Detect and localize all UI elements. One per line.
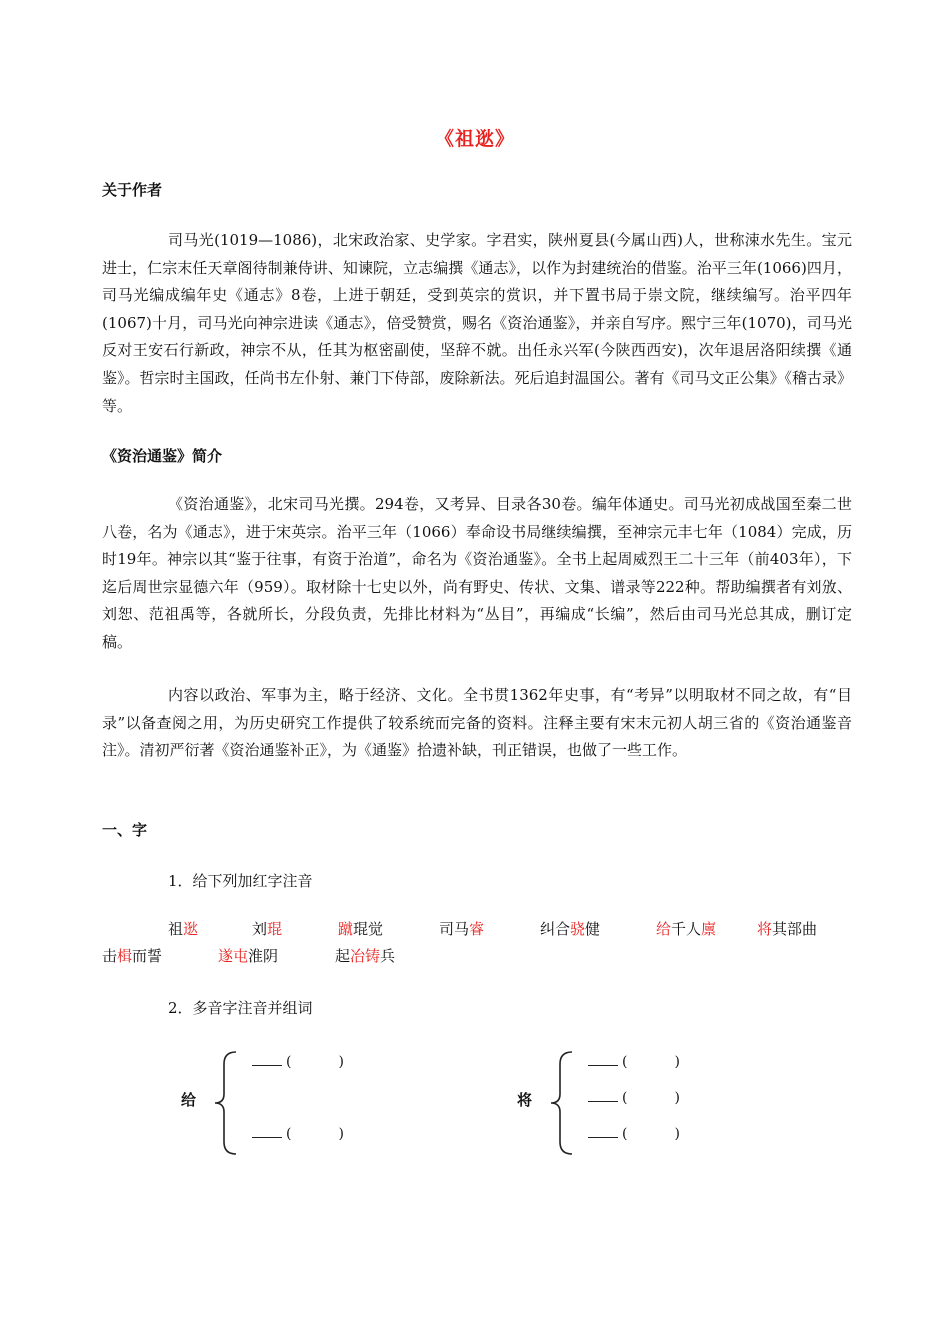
word-item: 起冶铸兵	[335, 947, 396, 965]
question-1: 1．给下列加红字注音	[168, 872, 313, 890]
answer-slot[interactable]: ( )	[588, 1090, 680, 1106]
heading-characters: 一、字	[102, 821, 148, 839]
left-brace-icon	[212, 1050, 240, 1156]
polyphone-char-left: 给	[181, 1091, 197, 1109]
word-item: 刘琨	[252, 920, 283, 938]
heading-book-intro: 《资治通鉴》简介	[102, 447, 223, 465]
page-title: 《祖逖》	[434, 128, 515, 150]
answer-slot[interactable]: ( )	[252, 1054, 344, 1070]
word-item: 遂屯淮阴	[218, 947, 279, 965]
question-2: 2．多音字注音并组词	[168, 999, 313, 1017]
word-item: 司马睿	[439, 920, 485, 938]
word-item: 击楫而誓	[102, 947, 163, 965]
word-item: 纠合骁健	[540, 920, 601, 938]
word-item: 将其部曲	[757, 920, 818, 938]
author-paragraph: 司马光(1019—1086)，北宋政治家、史学家。字君实，陕州夏县(今属山西)人，世称涑水先生。宝元进士，仁宗末任天章阁待制兼侍讲、知谏院，立志编撰《通志》，以作为封建统治的借鉴。治平三年(1066)四月，司马光编成编年史《通志》8卷，上进于朝廷，受到英宗的赏识，并下置书局于崇文院，继续编写。治平四年(1067)十月，司马光向神宗进读《通志》，倍受赞赏，赐名《资治通鉴》，并亲自写序。熙宁三年(1070)，司马光反对王安石行新政，神宗不从，任其为枢密副使，坚辞不就。出任永兴军(今陕西西安)，次年退居洛阳续撰《通鉴》。哲宗时主国政，任尚书左仆射、兼门下侍部，废除新法。死后追封温国公。著有《司马文正公集》《稽古录》等。	[102, 231, 853, 415]
answer-slot[interactable]: ( )	[588, 1054, 680, 1070]
polyphone-char-right: 将	[517, 1091, 533, 1109]
book-paragraph-1: 《资治通鉴》，北宋司马光撰。294卷，又考异、目录各30卷。编年体通史。司马光初成战国至秦二世八卷，名为《通志》，进于宋英宗。治平三年（1066）奉命设书局继续编撰，至神宗元丰七年（1084）完成，历时19年。神宗以其“鉴于往事，有资于治道”，命名为《资治通鉴》。全书上起周威烈王二十三年（前403年），下迄后周世宗显德六年（959）。取材除十七史以外，尚有野史、传状、文集、谱录等222种。帮助编撰者有刘攽、刘恕、范祖禹等，各就所长，分段负责，先排比材料为“丛目”，再编成“长编”，然后由司马光总其成，删订定稿。	[102, 495, 852, 651]
heading-about-author: 关于作者	[102, 181, 163, 199]
right-brace-icon	[548, 1050, 576, 1156]
word-item: 祖逖	[168, 920, 199, 938]
answer-slot[interactable]: ( )	[252, 1126, 344, 1142]
word-item: 给千人廪	[656, 920, 717, 938]
word-item: 蹴琨觉	[338, 920, 384, 938]
answer-slot[interactable]: ( )	[588, 1126, 680, 1142]
book-paragraph-2: 内容以政治、军事为主，略于经济、文化。全书贯1362年史事，有“考异”以明取材不同之故，有“目录”以备查阅之用，为历史研究工作提供了较系统而完备的资料。注释主要有宋末元初人胡三省的《资治通鉴音注》。清初严衍著《资治通鉴补正》，为《通鉴》拾遗补缺，刊正错误，也做了一些工作。	[102, 686, 852, 760]
